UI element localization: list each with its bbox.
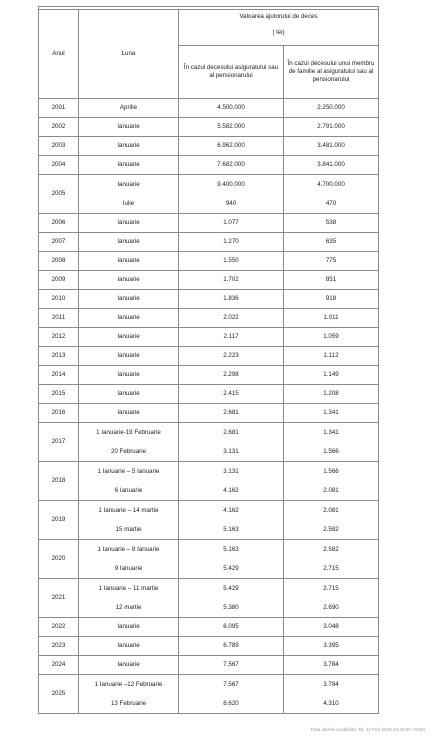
cell-year: 2017 — [39, 423, 79, 462]
cell-month — [79, 462, 179, 501]
cell-family-value — [284, 579, 379, 618]
cell-month — [79, 501, 179, 540]
cell-year: 2006 — [39, 214, 79, 233]
cell-month-line: 6 Ianuarie — [114, 487, 143, 494]
header-benefit-title: Valoarea ajutorului de deces — [239, 13, 318, 20]
cell-year: 2003 — [39, 137, 79, 156]
table-row — [39, 501, 379, 540]
table-row — [39, 99, 379, 118]
cell-family-value: 2.791.000 — [284, 118, 379, 137]
table-row — [39, 271, 379, 290]
cell-year: 2024 — [39, 656, 79, 675]
cell-year: 2019 — [39, 501, 79, 540]
table-row — [39, 175, 379, 214]
table-row — [39, 423, 379, 462]
cell-family-value-line: 470 — [325, 200, 337, 207]
cell-month: Ianuarie — [79, 637, 179, 656]
cell-month: Ianuarie — [79, 347, 179, 366]
header-insured-death: În cazul decesului asiguratului sau al pensionarului — [179, 46, 284, 99]
cell-month-line: 1 Ianuarie – 14 martie — [98, 507, 159, 514]
cell-insured-value — [179, 675, 284, 714]
cell-family-value — [284, 540, 379, 579]
table-row — [39, 366, 379, 385]
cell-month: Ianuarie — [79, 233, 179, 252]
header-family-death: În cazul decesului unui membru de familie al asiguratului sau al pensionarului — [284, 46, 379, 99]
cell-year: 2025 — [39, 675, 79, 714]
cell-family-value: 1.341 — [284, 404, 379, 423]
cell-family-value-line: 2.715 — [323, 565, 339, 572]
cell-year: 2002 — [39, 118, 79, 137]
cell-insured-value-line: 7.567 — [223, 681, 239, 688]
cell-insured-value-line: 3.131 — [223, 448, 239, 455]
cell-insured-value: 4.500.000 — [179, 99, 284, 118]
cell-month-line: 1 Ianuarie – 8 Ianuarie — [97, 546, 160, 553]
cell-month: Ianuarie — [79, 618, 179, 637]
table-header-row — [39, 10, 379, 46]
cell-insured-value-line: 5.429 — [223, 585, 239, 592]
cell-family-value: 1.059 — [284, 328, 379, 347]
cell-year: 2015 — [39, 385, 79, 404]
cell-year: 2012 — [39, 328, 79, 347]
cell-insured-value — [179, 175, 284, 214]
cell-family-value-line: 3.784 — [323, 681, 339, 688]
table-row — [39, 462, 379, 501]
cell-year: 2018 — [39, 462, 79, 501]
cell-month-line: Iulie — [122, 200, 135, 207]
table-row — [39, 252, 379, 271]
cell-family-value — [284, 423, 379, 462]
cell-insured-value: 2.223 — [179, 347, 284, 366]
table-row — [39, 540, 379, 579]
cell-year: 2005 — [39, 175, 79, 214]
cell-year: 2011 — [39, 309, 79, 328]
cell-insured-value: 2.415 — [179, 385, 284, 404]
cell-month-line: 9 Ianuarie — [114, 565, 143, 572]
cell-insured-value-line: 5.163 — [223, 526, 239, 533]
cell-family-value-line: 1.341 — [323, 429, 339, 436]
cell-insured-value: 1.702 — [179, 271, 284, 290]
cell-year: 2001 — [39, 99, 79, 118]
cell-insured-value: 1.270 — [179, 233, 284, 252]
cell-family-value: 3.048 — [284, 618, 379, 637]
cell-family-value-line: 2.715 — [323, 585, 339, 592]
cell-year: 2021 — [39, 579, 79, 618]
cell-month: Ianuarie — [79, 656, 179, 675]
table-row — [39, 637, 379, 656]
cell-insured-value — [179, 501, 284, 540]
cell-insured-value-line: 5.163 — [223, 546, 239, 553]
table-row — [39, 309, 379, 328]
table-row — [39, 137, 379, 156]
cell-insured-value-line: 9.400.000 — [217, 181, 245, 188]
death-benefit-table — [38, 6, 379, 714]
cell-insured-value-line: 4.162 — [223, 507, 239, 514]
cell-family-value-line: 4.310 — [323, 700, 339, 707]
cell-family-value-line: 2.081 — [323, 487, 339, 494]
cell-month — [79, 423, 179, 462]
cell-month: Ianuarie — [79, 290, 179, 309]
cell-insured-value — [179, 579, 284, 618]
cell-insured-value-line: 5.380 — [223, 604, 239, 611]
cell-insured-value-line: 8.620 — [223, 700, 239, 707]
cell-month-line: 1 Ianuarie-19 Februarie — [96, 429, 161, 436]
cell-month: Ianuarie — [79, 118, 179, 137]
cell-insured-value-line: 940 — [225, 200, 237, 207]
cell-family-value: 851 — [284, 271, 379, 290]
cell-month-line: 1 Ianuarie – 11 martie — [98, 585, 159, 592]
cell-month — [79, 175, 179, 214]
cell-month: Ianuarie — [79, 156, 179, 175]
cell-insured-value — [179, 462, 284, 501]
cell-insured-value-line: 3.131 — [223, 468, 239, 475]
cell-insured-value: 1.077 — [179, 214, 284, 233]
cell-year: 2009 — [39, 271, 79, 290]
cell-month-line: 13 Februarie — [110, 700, 147, 707]
table-row — [39, 233, 379, 252]
cell-year: 2023 — [39, 637, 79, 656]
table-row — [39, 118, 379, 137]
cell-month-line: 1 Ianuarie – 5 Ianuarie — [97, 468, 160, 475]
cell-family-value: 3.481.000 — [284, 137, 379, 156]
cell-insured-value — [179, 540, 284, 579]
cell-family-value: 775 — [284, 252, 379, 271]
cell-family-value: 2.250.000 — [284, 99, 379, 118]
cell-month-line: Ianuarie — [117, 181, 140, 188]
table-row — [39, 385, 379, 404]
cell-year: 2010 — [39, 290, 79, 309]
cell-insured-value-line: 5.429 — [223, 565, 239, 572]
cell-insured-value: 7.682.000 — [179, 156, 284, 175]
cell-year: 2007 — [39, 233, 79, 252]
cell-month: Ianuarie — [79, 404, 179, 423]
cell-insured-value: 6.962.000 — [179, 137, 284, 156]
cell-month-line: 1 Ianuarie –12 Februarie — [94, 681, 163, 688]
cell-month: Ianuarie — [79, 137, 179, 156]
cell-month: Ianuarie — [79, 214, 179, 233]
cell-insured-value: 1.550 — [179, 252, 284, 271]
cell-insured-value-line: 4.162 — [223, 487, 239, 494]
cell-month — [79, 579, 179, 618]
cell-family-value: 3.784 — [284, 656, 379, 675]
cell-month-line: 20 Februarie — [110, 448, 147, 455]
cell-month: Ianuarie — [79, 366, 179, 385]
table-body — [39, 99, 379, 714]
cell-family-value: 3.395 — [284, 637, 379, 656]
cell-family-value — [284, 675, 379, 714]
cell-family-value: 635 — [284, 233, 379, 252]
table-row — [39, 214, 379, 233]
cell-year: 2013 — [39, 347, 79, 366]
cell-month: Ianuarie — [79, 385, 179, 404]
cell-month — [79, 675, 179, 714]
table-row — [39, 618, 379, 637]
cell-family-value: 1.112 — [284, 347, 379, 366]
cell-family-value: 1.149 — [284, 366, 379, 385]
cell-family-value: 918 — [284, 290, 379, 309]
cell-insured-value: 1.836 — [179, 290, 284, 309]
header-month: Luna — [79, 10, 179, 99]
cell-month: Ianuarie — [79, 271, 179, 290]
table-row — [39, 290, 379, 309]
cell-family-value: 3.841.000 — [284, 156, 379, 175]
header-benefit-value — [179, 10, 379, 46]
cell-year: 2020 — [39, 540, 79, 579]
cell-family-value-line: 2.582 — [323, 526, 339, 533]
cell-insured-value: 2.022 — [179, 309, 284, 328]
cell-family-value-line: 1.566 — [323, 468, 339, 475]
table-row — [39, 579, 379, 618]
cell-month: Aprilie — [79, 99, 179, 118]
cell-month-line: 12 martie — [115, 604, 142, 611]
cell-month-line: 15 martie — [115, 526, 142, 533]
header-year: Anul — [39, 10, 79, 99]
cell-month: Ianuarie — [79, 328, 179, 347]
cell-year: 2022 — [39, 618, 79, 637]
table-row — [39, 328, 379, 347]
cell-family-value: 538 — [284, 214, 379, 233]
cell-insured-value: 6.789 — [179, 637, 284, 656]
cell-year: 2008 — [39, 252, 79, 271]
cell-family-value: 1.208 — [284, 385, 379, 404]
cell-insured-value-line: 2.681 — [223, 429, 239, 436]
cell-family-value: 1.011 — [284, 309, 379, 328]
cell-insured-value: 6.095 — [179, 618, 284, 637]
cell-insured-value: 7.567 — [179, 656, 284, 675]
cell-family-value-line: 1.566 — [323, 448, 339, 455]
table-row — [39, 675, 379, 714]
cell-family-value — [284, 462, 379, 501]
table-row — [39, 656, 379, 675]
cell-insured-value: 2.298 — [179, 366, 284, 385]
cell-insured-value: 2.681 — [179, 404, 284, 423]
cell-year: 2016 — [39, 404, 79, 423]
cell-year: 2014 — [39, 366, 79, 385]
cell-family-value-line: 4.700.000 — [317, 181, 345, 188]
cell-family-value-line: 2.582 — [323, 546, 339, 553]
cell-month — [79, 540, 179, 579]
cell-family-value-line: 2.690 — [323, 604, 339, 611]
cell-insured-value: 5.582.000 — [179, 118, 284, 137]
cell-year: 2004 — [39, 156, 79, 175]
cell-month: Ianuarie — [79, 309, 179, 328]
cell-family-value-line: 2.081 — [323, 507, 339, 514]
last-modified-note: Data ultimei modificări: Mi, 12 Feb 2025 14:24:59 +0200 — [310, 727, 425, 732]
header-benefit-unit: ( lei) — [272, 28, 285, 36]
cell-month: Ianuarie — [79, 252, 179, 271]
cell-insured-value: 2.117 — [179, 328, 284, 347]
table-row — [39, 404, 379, 423]
cell-insured-value — [179, 423, 284, 462]
table-row — [39, 156, 379, 175]
cell-family-value — [284, 175, 379, 214]
table-row — [39, 347, 379, 366]
cell-family-value — [284, 501, 379, 540]
